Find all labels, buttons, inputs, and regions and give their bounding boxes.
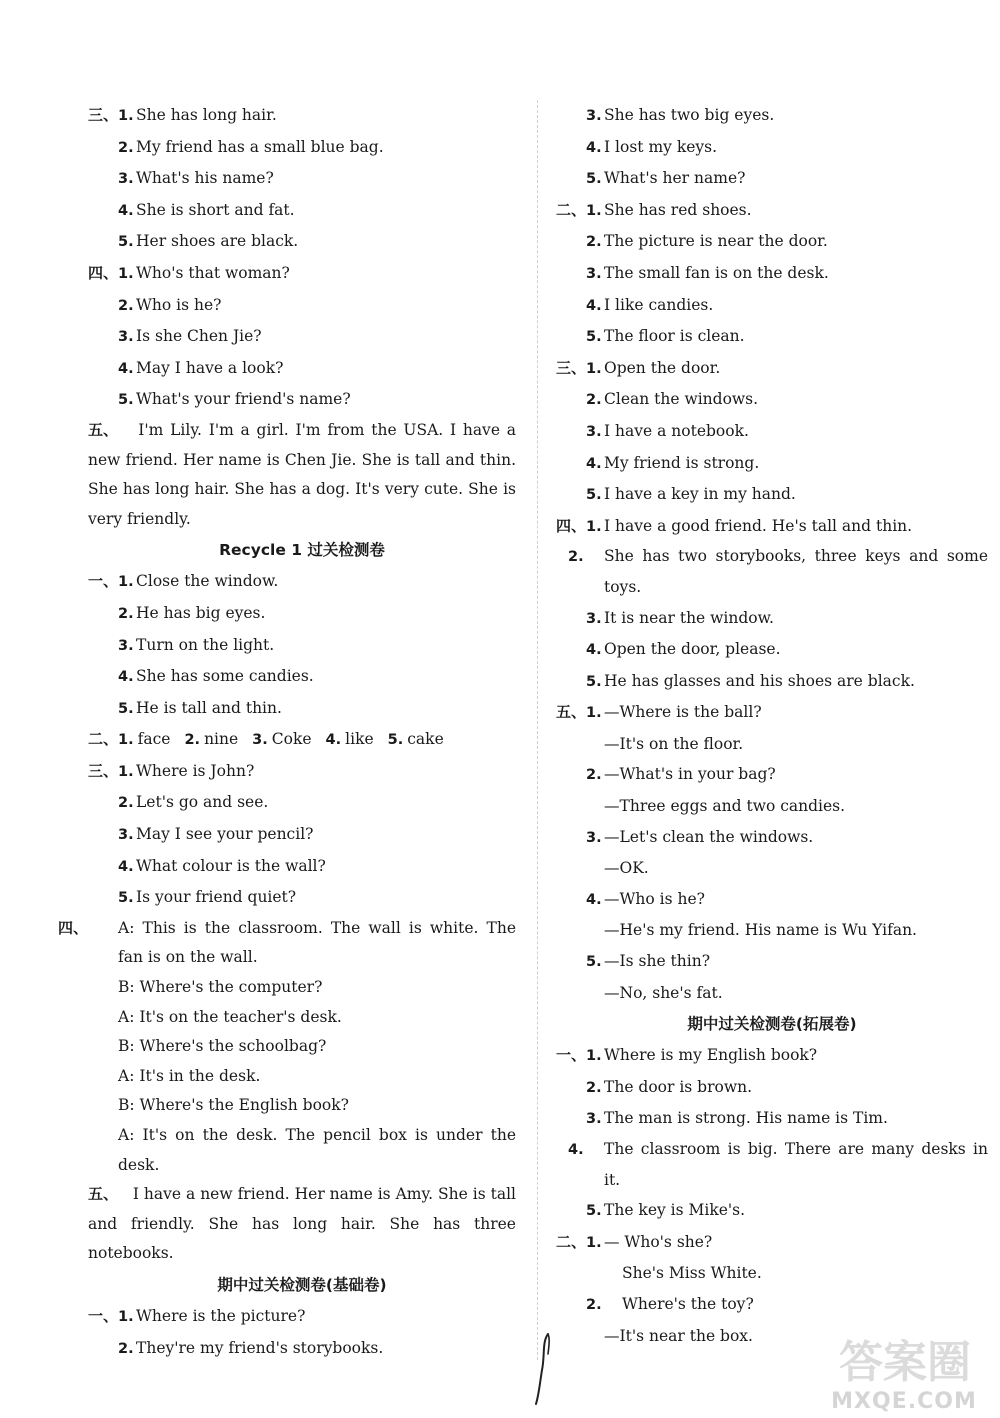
answer-line <box>556 884 988 916</box>
answer-line <box>556 1135 988 1195</box>
answer-text: Turn on the light. <box>136 635 275 654</box>
item-number: 4. <box>586 642 602 659</box>
answer-line <box>88 566 516 598</box>
item-number: 1. <box>586 1234 602 1251</box>
answer-text: Her shoes are black. <box>136 232 299 251</box>
answer-text: The man is strong. His name is Tim. <box>604 1109 888 1128</box>
section-number: 三、 <box>88 106 119 124</box>
answer-item <box>118 730 170 748</box>
item-number: 5. <box>586 673 602 690</box>
right-column <box>556 100 988 1351</box>
item-number: 5. <box>586 171 602 188</box>
answer-continuation: —Three eggs and two candies. <box>604 797 846 816</box>
answer-text: Let's go and see. <box>136 793 269 812</box>
answer-text: I have a good friend. He's tall and thin. <box>604 516 913 535</box>
answer-continuation: —OK. <box>604 859 649 878</box>
answer-text: She has red shoes. <box>604 200 752 219</box>
answer-text: I lost my keys. <box>604 137 718 156</box>
answer-line <box>88 321 516 353</box>
item-number: 5. <box>118 890 134 907</box>
answer-line <box>556 448 988 480</box>
answer-text: — Who's she? <box>604 1232 713 1251</box>
answer-line <box>556 258 988 290</box>
section-number: 五、 <box>88 1185 119 1204</box>
section-number: 二、 <box>556 1232 587 1251</box>
answer-text: like <box>345 730 374 749</box>
answer-text: Is she Chen Jie? <box>136 327 262 346</box>
answer-text: cake <box>407 730 444 749</box>
answer-text: Is your friend quiet? <box>136 888 297 907</box>
answer-text: Where is my English book? <box>604 1046 818 1065</box>
answer-continuation: —It's near the box. <box>604 1326 753 1345</box>
item-number: 3. <box>586 423 602 440</box>
dialogue-line <box>88 1032 516 1062</box>
item-number: 3. <box>118 637 134 654</box>
dialogue-line <box>88 973 516 1003</box>
answer-line <box>88 787 516 819</box>
answer-text: He has glasses and his shoes are black. <box>604 671 915 690</box>
item-number: 1. <box>118 1308 134 1325</box>
answer-text: She has some candies. <box>136 667 314 686</box>
item-number: 4. <box>118 360 134 377</box>
answer-line <box>88 290 516 322</box>
answer-text: She has long hair. <box>136 106 277 124</box>
section-number: 五、 <box>88 420 119 439</box>
answer-line <box>556 163 988 195</box>
answer-text: The small fan is on the desk. <box>604 263 829 282</box>
answer-text: —What's in your bag? <box>604 765 776 784</box>
dialogue-text: A: It's in the desk. <box>118 1066 261 1085</box>
answer-paragraph: 五、 I'm Lily. I'm a girl. I'm from the USA. I have a new friend. Her name is Chen Jie. She is tall and thin. She has long hair. She has a dog. It's very cute. She is very friendly. <box>88 416 516 534</box>
answer-text: I have a notebook. <box>604 421 749 440</box>
item-number: 3. <box>118 827 134 844</box>
section-title: 期中过关检测卷(拓展卷) <box>687 1015 857 1034</box>
section-number: 五、 <box>556 703 587 722</box>
answer-line <box>556 603 988 635</box>
answer-text: Coke <box>271 730 312 749</box>
answer-text: Where is John? <box>136 761 255 780</box>
watermark-logo: 答案圈 <box>839 1337 971 1388</box>
answer-line <box>556 697 988 729</box>
answer-text: May I have a look? <box>136 358 284 377</box>
answer-line <box>556 195 988 227</box>
section-number: 四、 <box>556 516 587 535</box>
section-number: 一、 <box>88 572 119 591</box>
answer-text: What's his name? <box>136 169 274 188</box>
item-number: 2. <box>118 139 134 156</box>
dialogue-line <box>88 1003 516 1033</box>
answer-text: What colour is the wall? <box>136 856 326 875</box>
answer-line <box>556 416 988 448</box>
answer-text: He has big eyes. <box>136 603 266 622</box>
answer-row <box>88 724 516 756</box>
item-number: 1. <box>118 108 134 124</box>
answer-text: She has two big eyes. <box>604 106 775 124</box>
answer-item <box>184 730 238 748</box>
answer-line <box>88 819 516 851</box>
answer-text: What's her name? <box>604 169 746 188</box>
item-number: 3. <box>252 732 268 749</box>
answer-line <box>88 1333 516 1365</box>
item-number: 5. <box>118 700 134 717</box>
answer-line <box>556 1040 988 1072</box>
answer-text: My friend has a small blue bag. <box>136 137 384 156</box>
item-number: 3. <box>586 265 602 282</box>
answer-line <box>556 822 988 854</box>
left-column <box>58 100 516 1364</box>
item-number: 3. <box>586 829 602 846</box>
answer-text: I like candies. <box>604 295 714 314</box>
answer-text: —Let's clean the windows. <box>604 827 814 846</box>
item-number: 2. <box>586 767 602 784</box>
answer-line <box>88 882 516 914</box>
answer-line <box>88 693 516 725</box>
answer-line <box>556 542 988 602</box>
answer-text: It is near the window. <box>604 608 774 627</box>
answer-line <box>556 511 988 543</box>
answer-text: Open the door, please. <box>604 640 781 659</box>
item-number: 2. <box>568 549 584 566</box>
answer-text: She is short and fat. <box>136 200 295 219</box>
item-number: 2. <box>586 1296 602 1313</box>
answer-text: They're my friend's storybooks. <box>136 1338 384 1357</box>
item-number: 2. <box>184 732 201 749</box>
answer-text: He is tall and thin. <box>136 698 282 717</box>
answer-line <box>556 946 988 978</box>
item-number: 2. <box>118 605 134 622</box>
item-number: 4. <box>118 202 134 219</box>
item-number: 1. <box>586 1048 602 1065</box>
answer-line <box>88 756 516 788</box>
answer-text: I have a key in my hand. <box>604 485 796 504</box>
answer-line <box>556 226 988 258</box>
item-number: 5. <box>118 392 134 409</box>
answer-text: My friend is strong. <box>604 453 760 472</box>
item-number: 4. <box>586 891 602 908</box>
answer-line <box>556 759 988 791</box>
dialogue-text: B: Where's the schoolbag? <box>118 1037 327 1056</box>
answer-text: Who's that woman? <box>136 263 290 282</box>
item-number: 2. <box>586 392 602 409</box>
item-number: 3. <box>118 329 134 346</box>
answer-text: —Is she thin? <box>604 952 711 971</box>
item-number: 5. <box>118 234 134 251</box>
answer-line <box>556 100 988 132</box>
item-number: 3. <box>586 1111 602 1128</box>
item-number: 1. <box>118 574 134 591</box>
item-number: 2. <box>586 1079 602 1096</box>
answer-text: Clean the windows. <box>604 390 759 409</box>
answer-text: The classroom is big. There are many desks in it. <box>604 1140 988 1189</box>
item-number: 5. <box>387 732 404 749</box>
watermark <box>812 1326 996 1414</box>
item-number: 1. <box>586 705 602 722</box>
answer-text: Where is the picture? <box>136 1306 306 1325</box>
answer-line <box>556 1072 988 1104</box>
section-number: 四、 <box>58 918 89 937</box>
answer-line <box>88 353 516 385</box>
answer-line <box>88 630 516 662</box>
answer-continuation: —He's my friend. His name is Wu Yifan. <box>604 921 917 940</box>
section-number: 四、 <box>88 263 119 282</box>
dialogue-text: A: It's on the teacher's desk. <box>118 1007 342 1026</box>
answer-line <box>556 353 988 385</box>
item-number: 1. <box>586 202 602 219</box>
answer-text: Who is he? <box>136 295 222 314</box>
answer-text: —Who is he? <box>604 889 705 908</box>
watermark-site: MXQE.COM <box>831 1389 977 1414</box>
answer-line <box>556 666 988 698</box>
item-number: 2. <box>118 297 134 314</box>
dialogue-text: A: It's on the desk. The pencil box is under the desk. <box>118 1126 516 1174</box>
answer-text: Open the door. <box>604 358 721 377</box>
answer-line <box>556 1195 988 1227</box>
answer-line <box>88 384 516 416</box>
item-number: 4. <box>118 669 134 686</box>
answer-text: The door is brown. <box>604 1077 753 1096</box>
answer-line <box>88 258 516 290</box>
answer-line <box>556 321 988 353</box>
dialogue-line <box>88 1062 516 1092</box>
item-number: 4. <box>586 455 602 472</box>
answer-line <box>556 132 988 164</box>
item-number: 1. <box>118 265 134 282</box>
item-number: 1. <box>118 763 134 780</box>
answer-text: May I see your pencil? <box>136 825 314 844</box>
item-number: 3. <box>586 610 602 627</box>
section-number: 二、 <box>88 730 119 749</box>
section-number: 一、 <box>556 1046 587 1065</box>
dialogue-line <box>88 1121 516 1180</box>
answer-line <box>556 479 988 511</box>
item-number: 4. <box>586 297 602 314</box>
answer-continuation: She's Miss White. <box>622 1264 762 1283</box>
handwritten-page-mark-icon <box>528 1330 558 1408</box>
section-title: 期中过关检测卷(基础卷) <box>217 1275 387 1294</box>
answer-item <box>326 730 374 748</box>
item-number: 1. <box>586 360 602 377</box>
answer-item <box>388 730 444 748</box>
answer-paragraph: 五、 I have a new friend. Her name is Amy. She is tall and friendly. She has long hair. She has three notebooks. <box>88 1180 516 1269</box>
item-number: 5. <box>586 954 602 971</box>
answer-item <box>252 730 311 748</box>
section-number: 一、 <box>88 1306 119 1325</box>
dialogue-text: A: This is the classroom. The wall is white. The fan is on the wall. <box>118 918 516 967</box>
answer-line <box>88 226 516 258</box>
answer-line <box>556 384 988 416</box>
item-number: 4. <box>586 139 602 156</box>
answer-text: face <box>137 730 171 749</box>
answer-line <box>556 1227 988 1259</box>
answer-text: The floor is clean. <box>604 327 745 346</box>
item-number: 3. <box>586 108 602 124</box>
answer-line <box>88 195 516 227</box>
dialogue-text: B: Where's the computer? <box>118 978 323 997</box>
answer-continuation: —No, she's fat. <box>604 983 723 1002</box>
item-number: 2. <box>118 795 134 812</box>
answer-line <box>88 163 516 195</box>
item-number: 2. <box>586 234 602 251</box>
answer-text: nine <box>204 730 239 749</box>
answer-line <box>88 598 516 630</box>
answer-text: —Where is the ball? <box>604 703 762 722</box>
section-number: 二、 <box>556 200 587 219</box>
item-number: 4. <box>325 732 342 749</box>
answer-line <box>556 1103 988 1135</box>
answer-text: Where's the toy? <box>622 1294 754 1313</box>
dialogue-text: B: Where's the English book? <box>118 1096 349 1115</box>
answer-continuation: —It's on the floor. <box>604 734 744 753</box>
item-number: 3. <box>118 171 134 188</box>
answer-line <box>88 100 516 132</box>
section-number: 三、 <box>88 761 119 780</box>
item-number: 5. <box>586 329 602 346</box>
dialogue-line <box>88 1091 516 1121</box>
answer-line <box>556 1289 988 1321</box>
column-divider <box>537 100 538 1360</box>
answer-text: Close the window. <box>136 572 279 591</box>
answer-line <box>556 290 988 322</box>
section-title: Recycle 1 过关检测卷 <box>219 541 385 560</box>
item-number: 4. <box>118 858 134 875</box>
answer-text: The picture is near the door. <box>604 232 828 251</box>
dialogue-line <box>58 914 516 973</box>
answer-line <box>88 661 516 693</box>
item-number: 5. <box>586 487 602 504</box>
answer-text: The key is Mike's. <box>604 1201 746 1220</box>
answer-line <box>88 851 516 883</box>
answer-line <box>556 634 988 666</box>
item-number: 5. <box>586 1203 602 1220</box>
answer-text: She has two storybooks, three keys and some toys. <box>604 547 988 596</box>
section-number: 三、 <box>556 358 587 377</box>
item-number: 4. <box>568 1142 584 1158</box>
item-number: 1. <box>118 732 134 749</box>
answer-text: What's your friend's name? <box>136 390 351 409</box>
answer-line <box>88 1301 516 1333</box>
item-number: 2. <box>118 1340 134 1357</box>
answer-line <box>88 132 516 164</box>
item-number: 1. <box>586 518 602 535</box>
